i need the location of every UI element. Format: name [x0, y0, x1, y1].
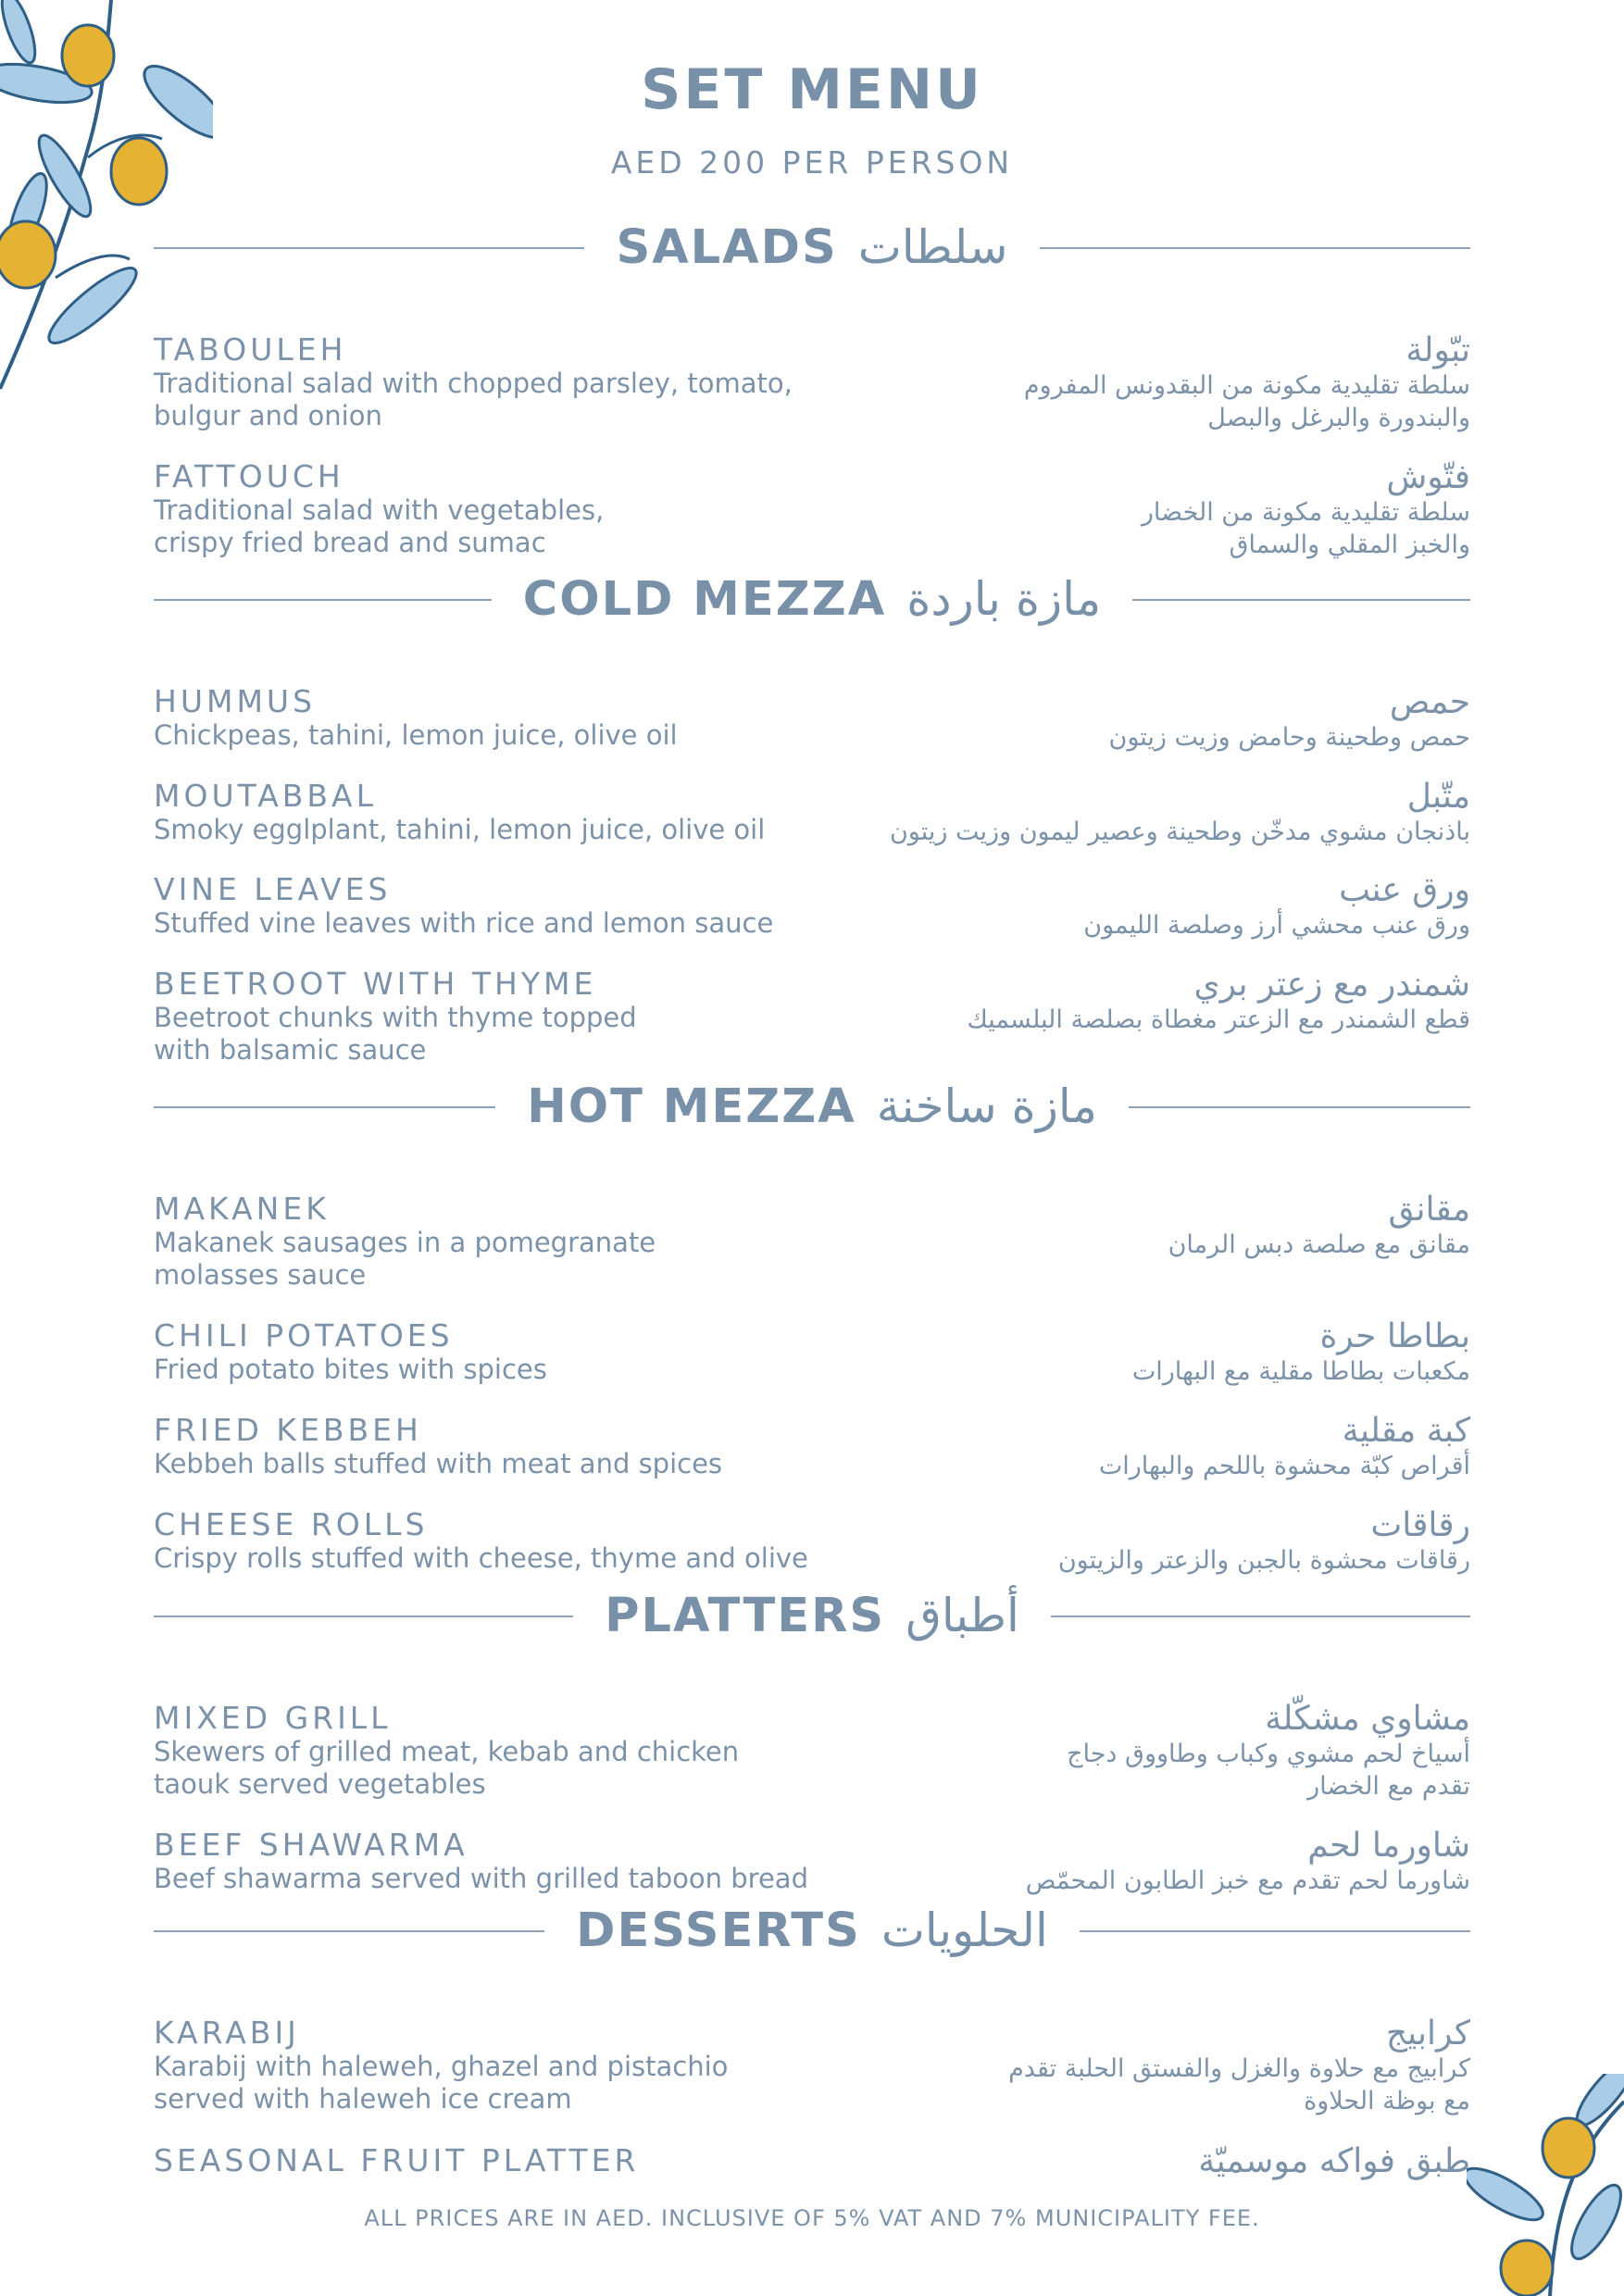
item-desc-ar: مكعبات بطاطا مقلية مع البهارات: [1131, 1357, 1470, 1386]
item-name-en: CHILI POTATOES: [154, 1317, 454, 1354]
item-desc-en: Kebbeh balls stuffed with meat and spices: [154, 1448, 723, 1479]
item-desc-en-line2: taouk served vegetables: [154, 1768, 486, 1800]
item-desc-en-line2: with balsamic sauce: [154, 1034, 427, 1066]
item-desc-ar-line2: مع بوظة الحلاوة: [1304, 2087, 1470, 2115]
menu-title: SET MENU: [641, 57, 983, 122]
section-title-en: DESSERTS: [576, 1903, 861, 1958]
item-desc-en: Karabij with haleweh, ghazel and pistachio: [154, 2051, 729, 2082]
item-desc-en: Beetroot chunks with thyme topped: [154, 1002, 637, 1033]
item-name-en: MOUTABBAL: [154, 778, 378, 814]
section-title-en: PLATTERS: [605, 1588, 886, 1643]
item-name-ar: كرابيج: [1385, 2015, 1470, 2053]
item-desc-en: Fried potato bites with spices: [154, 1354, 547, 1385]
item-desc-en-line2: molasses sauce: [154, 1259, 367, 1291]
section-platters: [154, 1583, 1470, 1895]
item-desc-en-line2: served with haleweh ice cream: [154, 2083, 572, 2115]
item-desc-en-line2: bulgur and onion: [154, 400, 382, 431]
item-desc-ar: باذنجان مشوي مدخّن وطحينة وعصير ليمون وزيت زيتون: [889, 817, 1470, 846]
item-desc-en: Skewers of grilled meat, kebab and chicken: [154, 1736, 740, 1767]
item-name-en: MIXED GRILL: [154, 1700, 392, 1736]
item-name-en: SEASONAL FRUIT PLATTER: [154, 2142, 640, 2178]
item-name-en: BEEF SHAWARMA: [154, 1827, 468, 1863]
lemon-branch-illustration-bottom-right: [1467, 2074, 1624, 2296]
item-name-en: BEETROOT WITH THYME: [154, 966, 597, 1002]
item-name-ar: ورق عنب: [1339, 871, 1470, 909]
item-desc-en: Makanek sausages in a pomegranate: [154, 1227, 656, 1258]
item-name-ar: رقاقات: [1370, 1506, 1470, 1544]
item-name-ar: شاورما لحم: [1307, 1827, 1470, 1865]
item-name-ar: مقانق: [1388, 1191, 1470, 1229]
item-desc-ar-line2: تقدم مع الخضار: [1307, 1772, 1470, 1801]
item-desc-en-line2: crispy fried bread and sumac: [154, 527, 546, 558]
section-desserts: [154, 1898, 1470, 2180]
item-name-ar: متّبل: [1406, 778, 1470, 816]
item-desc-en: Traditional salad with vegetables,: [154, 494, 605, 526]
menu-price-subtitle: AED 200 PER PERSON: [610, 144, 1014, 181]
item-desc-ar: سلطة تقليدية مكونة من الخضار: [1141, 498, 1470, 527]
section-title-en: SALADS: [616, 219, 838, 275]
item-desc-ar-line2: والبندورة والبرغل والبصل: [1207, 404, 1470, 432]
item-desc-en: Traditional salad with chopped parsley, tomato,: [154, 368, 793, 399]
item-desc-ar: مقانق مع صلصة دبس الرمان: [1168, 1230, 1470, 1259]
item-desc-ar-line2: والخبز المقلي والسماق: [1229, 530, 1470, 559]
section-cold-mezza: [154, 567, 1470, 1066]
item-desc-ar: قطع الشمندر مع الزعتر مغطاة بصلصة البلسميك: [967, 1005, 1470, 1034]
item-name-en: FATTOUCH: [154, 458, 344, 494]
item-desc-ar: سلطة تقليدية مكونة من البقدونس المفروم: [1023, 371, 1470, 400]
item-desc-ar: شاورما لحم تقدم مع خبز الطابون المحمّص: [1025, 1866, 1470, 1895]
item-name-ar: تبّولة: [1405, 331, 1470, 369]
item-desc-en: Chickpeas, tahini, lemon juice, olive oil: [154, 719, 678, 751]
item-desc-ar: حمص وطحينة وحامض وزيت زيتون: [1108, 723, 1470, 752]
item-name-en: CHEESE ROLLS: [154, 1506, 429, 1542]
section-title-ar: مازة باردة: [906, 572, 1102, 626]
section-title-ar: أطباق: [906, 1589, 1019, 1642]
item-name-ar: مشاوي مشكّلة: [1265, 1700, 1470, 1738]
section-title-ar: الحلويات: [881, 1903, 1048, 1957]
item-name-ar: شمندر مع زعتر بري: [1193, 966, 1470, 1004]
item-desc-en: Stuffed vine leaves with rice and lemon sauce: [154, 907, 774, 939]
item-desc-en: Crispy rolls stuffed with cheese, thyme and olive: [154, 1542, 808, 1574]
item-desc-ar: أسياخ لحم مشوي وكباب وطاووق دجاج: [1067, 1740, 1470, 1768]
item-name-en: TABOULEH: [154, 331, 347, 368]
section-title-en: COLD MEZZA: [522, 571, 887, 627]
pricing-footnote: ALL PRICES ARE IN AED. INCLUSIVE OF 5% VAT AND 7% MUNICIPALITY FEE.: [364, 2205, 1260, 2231]
section-heading: [154, 567, 1470, 631]
item-name-en: FRIED KEBBEH: [154, 1412, 422, 1448]
item-name-ar: طبق فواكه موسميّة: [1198, 2142, 1470, 2180]
item-name-en: HUMMUS: [154, 683, 317, 719]
item-desc-en: Smoky egglplant, tahini, lemon juice, olive oil: [154, 814, 766, 845]
item-name-en: VINE LEAVES: [154, 871, 392, 907]
item-desc-en: Beef shawarma served with grilled taboon bread: [154, 1863, 808, 1894]
section-hot-mezza: [154, 1074, 1470, 1575]
section-heading: [154, 1583, 1470, 1648]
item-name-en: KARABIJ: [154, 2015, 300, 2051]
item-name-ar: حمص: [1389, 683, 1470, 721]
item-name-ar: فتّوش: [1386, 458, 1470, 496]
item-name-ar: كبة مقلية: [1342, 1412, 1470, 1450]
section-title-en: HOT MEZZA: [527, 1079, 856, 1134]
section-title-ar: مازة ساخنة: [876, 1079, 1097, 1133]
section-title-ar: سلطات: [857, 220, 1008, 274]
section-heading: [154, 1074, 1470, 1139]
item-desc-ar: أقراص كبّة محشوة باللحم والبهارات: [1098, 1452, 1470, 1480]
item-name-ar: بطاطا حرة: [1319, 1317, 1470, 1355]
item-desc-ar: كرابيج مع حلاوة والغزل والفستق الحلبة تقدم: [1008, 2054, 1470, 2083]
section-heading: [154, 1898, 1470, 1963]
item-desc-ar: ورق عنب محشي أرز وصلصة الليمون: [1083, 911, 1470, 940]
section-salads: [154, 215, 1470, 559]
section-heading: [154, 215, 1470, 280]
item-desc-ar: رقاقات محشوة بالجبن والزعتر والزيتون: [1057, 1546, 1470, 1575]
item-name-en: MAKANEK: [154, 1191, 330, 1227]
